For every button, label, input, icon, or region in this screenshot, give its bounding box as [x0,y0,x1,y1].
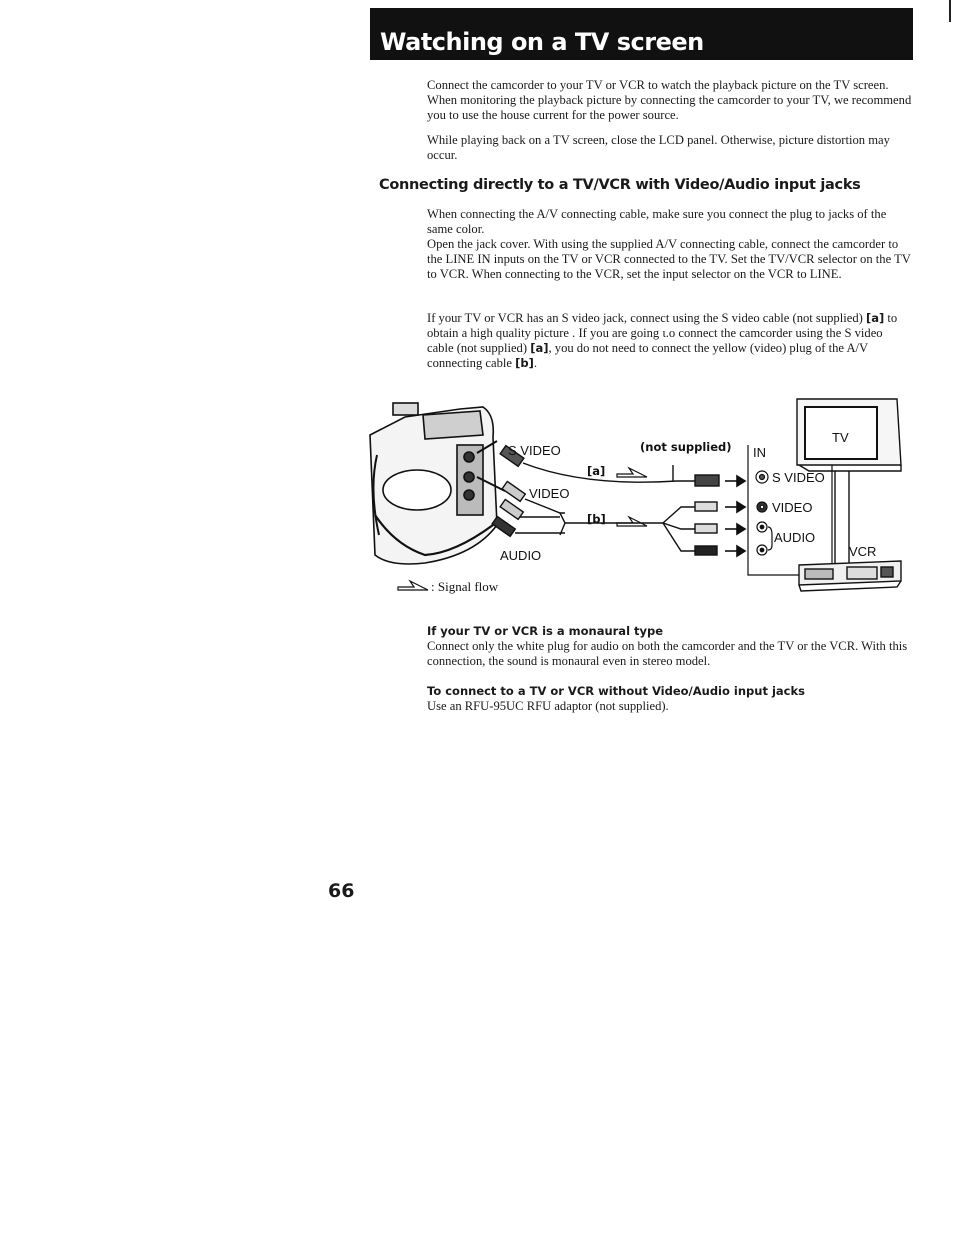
section-paragraph-2: Open the jack cover. With using the supplied A/V connecting cable, connect the camcorder to the LINE IN inputs on the TV or VCR connected to the TV. Set the TV/VCR selector on the TV to VCR. When connecting to the VCR, set the input selector on the VCR to LINE. [427,237,911,281]
signal-flow-arrow-b [617,517,647,526]
p3-text-4: . [533,356,538,370]
p3-text-2: to obtain a high quality picture . If you are going ι.ο connect the camcorder using the S video cable (not supplied) [427,311,898,355]
jack-icons [756,471,772,555]
signal-flow-arrow-a [617,468,647,477]
label-not-supplied: (not supplied) [640,440,732,454]
label-in-s-video: S VIDEO [772,470,825,485]
monaural-text: Connect only the white plug for audio on both the camcorder and the TV or the VCR. With this connection, the sound is monaural even in stereo model. [427,639,908,668]
legend-signal-flow: : Signal flow [431,579,499,594]
label-vcr: VCR [849,544,877,559]
section-paragraph-1: When connecting the A/V connecting cable, make sure you connect the plug to jacks of the same color. [427,207,887,236]
section-paragraph-3 [427,311,912,371]
title-bar [370,8,913,60]
connection-diagram [365,395,910,605]
vcr-illustration [799,561,901,591]
label-audio: AUDIO [500,548,542,563]
input-arrows [725,476,745,556]
section-heading: Connecting directly to a TV/VCR with Video/Audio input jacks [379,177,861,193]
camcorder-cables [477,441,677,536]
p3-text-1: If your TV or VCR has an S video jack, connect using the S video cable (not supplied) [427,311,863,325]
label-in: IN [753,445,766,460]
ref-a-2: [a] [530,341,549,355]
intro-paragraph-2: While playing back on a TV screen, close the LCD panel. Otherwise, picture distortion may occur. [427,133,890,162]
label-a: [a] [587,464,606,478]
label-in-video: VIDEO [772,500,813,515]
intro-paragraph-1: Connect the camcorder to your TV or VCR to watch the playback picture on the TV screen. When monitoring the playback picture by connecting the camcorder to your TV, we recommend you to use the house current for the power source. [427,78,912,122]
label-video: VIDEO [529,486,570,501]
page-title: Watching on a TV screen [380,28,704,56]
p3-text-3: , you do not need to connect the yellow (video) plug of the A/V connecting cable [427,341,868,370]
page-edge-rule [949,0,951,22]
no-jacks-text: Use an RFU-95UC RFU adaptor (not supplied). [427,699,669,713]
no-jacks-heading: To connect to a TV or VCR without Video/Audio input jacks [427,684,805,698]
camcorder-illustration [370,403,497,564]
ref-a-1: [a] [865,311,885,325]
page-number: 66 [328,880,355,902]
legend-arrow [398,581,428,590]
label-in-audio: AUDIO [774,530,816,545]
ref-b: [b] [515,356,534,370]
label-tv: TV [832,430,849,445]
monaural-heading: If your TV or VCR is a monaural type [427,624,664,638]
label-s-video: S VIDEO [508,443,561,458]
label-b: [b] [587,512,606,526]
